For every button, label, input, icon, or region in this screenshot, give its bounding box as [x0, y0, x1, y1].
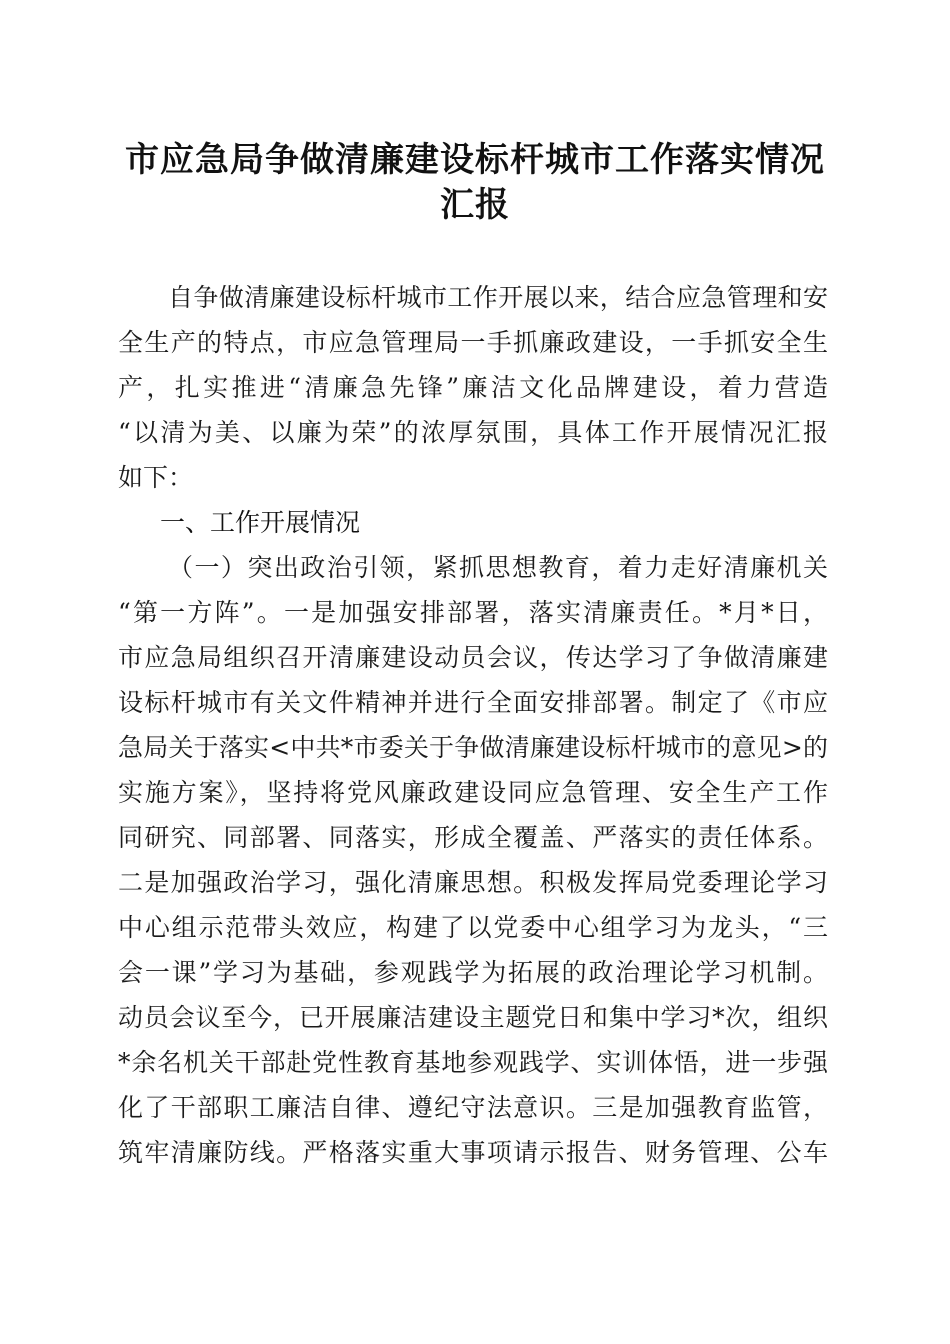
body-line: （一）突出政治引领，紧抓思想教育，着力走好清廉机关 — [168, 553, 828, 582]
body-line: 化了干部职工廉洁自律、遵纪守法意识。三是加强教育监管， — [118, 1093, 828, 1122]
intro-line: 产，扎实推进“清廉急先锋”廉洁文化品牌建设，着力营造 — [118, 373, 828, 402]
body-line: *余名机关干部赴党性教育基地参观践学、实训体悟，进一步强 — [118, 1048, 828, 1077]
body-line: “第一方阵”。一是加强安排部署，落实清廉责任。*月*日， — [118, 598, 828, 627]
body-line: 市应急局组织召开清廉建设动员会议，传达学习了争做清廉建 — [118, 643, 828, 672]
intro-line: 全生产的特点，市应急管理局一手抓廉政建设，一手抓安全生 — [118, 328, 828, 357]
body-line: 设标杆城市有关文件精神并进行全面安排部署。制定了《市应 — [118, 688, 828, 717]
body-line: 中心组示范带头效应，构建了以党委中心组学习为龙头，“三 — [118, 913, 828, 942]
intro-line: “以清为美、以廉为荣”的浓厚氛围，具体工作开展情况汇报 — [118, 418, 828, 447]
body-line: 急局关于落实<中共*市委关于争做清廉建设标杆城市的意见>的 — [118, 733, 828, 762]
section-heading: 一、工作开展情况 — [160, 508, 361, 537]
document-title-line-2: 汇报 — [440, 185, 510, 225]
document-title-line-1: 市应急局争做清廉建设标杆城市工作落实情况 — [125, 140, 825, 180]
body-line: 筑牢清廉防线。严格落实重大事项请示报告、财务管理、公车 — [118, 1138, 828, 1167]
body-line: 会一课”学习为基础，参观践学为拓展的政治理论学习机制。 — [118, 958, 828, 987]
body-line: 动员会议至今，已开展廉洁建设主题党日和集中学习*次，组织 — [118, 1003, 828, 1032]
body-line: 二是加强政治学习，强化清廉思想。积极发挥局党委理论学习 — [118, 868, 828, 897]
body-line: 同研究、同部署、同落实，形成全覆盖、严落实的责任体系。 — [118, 823, 828, 852]
intro-line: 如下： — [118, 463, 194, 492]
body-line: 实施方案》，坚持将党风廉政建设同应急管理、安全生产工作 — [118, 778, 828, 807]
intro-line: 自争做清廉建设标杆城市工作开展以来，结合应急管理和安 — [168, 283, 828, 312]
